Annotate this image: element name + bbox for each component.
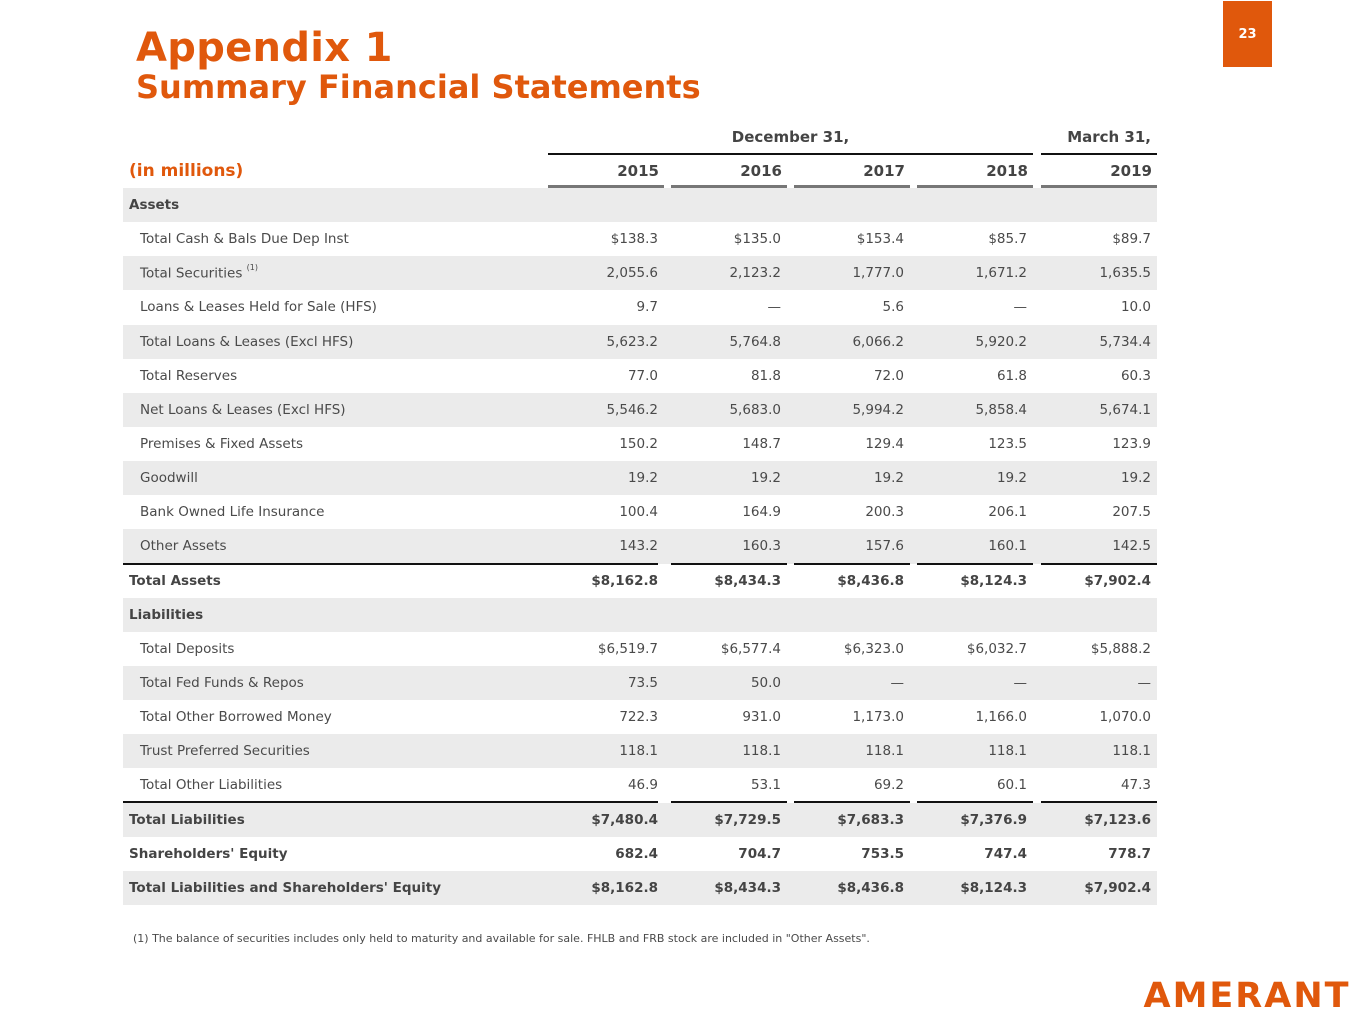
cell-value: 19.2 (873, 470, 904, 487)
cell-value: $6,323.0 (843, 640, 904, 657)
row-label-text: Liabilities (129, 606, 204, 623)
year-header: 2019 (1110, 162, 1152, 180)
table-row (123, 666, 1157, 700)
cell-value: 1,166.0 (975, 709, 1027, 726)
cell-value: 60.1 (996, 777, 1027, 794)
total-rule (671, 563, 787, 565)
row-label (140, 743, 310, 759)
cell-value: 118.1 (865, 743, 904, 760)
cell-value: 157.6 (865, 538, 904, 555)
cell-value: 19.2 (1120, 470, 1151, 487)
page-subtitle: Summary Financial Statements (136, 68, 701, 106)
total-row (123, 837, 1157, 871)
cell-value: $6,519.7 (597, 640, 658, 657)
row-label-text: Total Reserves (140, 367, 238, 384)
total-rule (794, 563, 910, 565)
cell-value: $8,124.3 (960, 572, 1027, 589)
row-label-text: Bank Owned Life Insurance (140, 504, 325, 521)
table-row (123, 427, 1157, 461)
cell-value: $8,436.8 (837, 572, 904, 589)
total-rule (671, 801, 787, 803)
row-label (129, 197, 179, 213)
cell-value: — (767, 299, 781, 316)
table-row (123, 256, 1157, 290)
cell-value: 5,858.4 (975, 401, 1027, 418)
cell-value: 118.1 (988, 743, 1027, 760)
cell-value: 164.9 (742, 504, 781, 521)
table-row (123, 461, 1157, 495)
cell-value: 142.5 (1112, 538, 1151, 555)
page-number-badge: 23 (1223, 1, 1272, 67)
cell-value: 1,173.0 (852, 709, 904, 726)
total-rule (1041, 563, 1157, 565)
cell-value: 200.3 (865, 504, 904, 521)
year-header: 2017 (863, 162, 905, 180)
cell-value: $135.0 (733, 231, 781, 248)
cell-value: $7,683.3 (837, 811, 904, 828)
row-label-text: Goodwill (140, 470, 198, 487)
cell-value: 747.4 (984, 845, 1027, 862)
row-label-text: Total Deposits (140, 640, 235, 657)
cell-value: 6,066.2 (852, 333, 904, 350)
row-label (140, 402, 346, 418)
cell-value: 207.5 (1112, 504, 1151, 521)
cell-value: 123.5 (988, 436, 1027, 453)
year-header: 2016 (740, 162, 782, 180)
row-label (129, 846, 288, 862)
year-header: 2018 (986, 162, 1028, 180)
cell-value: $7,902.4 (1084, 572, 1151, 589)
total-rule (123, 563, 658, 565)
total-rule (917, 801, 1033, 803)
cell-value: 160.1 (988, 538, 1027, 555)
cell-value: $89.7 (1112, 231, 1151, 248)
cell-value: 5,623.2 (606, 333, 658, 350)
cell-value: $153.4 (856, 231, 904, 248)
table-row (123, 632, 1157, 666)
cell-value: 778.7 (1108, 845, 1151, 862)
table-row (123, 359, 1157, 393)
total-rule (917, 563, 1033, 565)
cell-value: 19.2 (627, 470, 658, 487)
row-label (140, 709, 332, 725)
table-row (123, 768, 1157, 802)
financial-table (123, 188, 1157, 905)
row-label (140, 265, 258, 282)
row-label-text: Total Cash & Bals Due Dep Inst (140, 231, 349, 248)
cell-value: 69.2 (873, 777, 904, 794)
footnote: (1) The balance of securities includes only held to maturity and available for sale. FHLB and FRB stock are included in "Other Assets". (133, 932, 870, 945)
page-title: Appendix 1 (136, 25, 393, 71)
cell-value: $85.7 (988, 231, 1027, 248)
cell-value: 50.0 (750, 675, 781, 692)
cell-value: 53.1 (750, 777, 781, 794)
cell-value: 72.0 (873, 367, 904, 384)
cell-value: $138.3 (610, 231, 658, 248)
row-label (140, 504, 324, 520)
cell-value: $7,376.9 (960, 811, 1027, 828)
cell-value: 148.7 (742, 436, 781, 453)
row-label-text: Shareholders' Equity (129, 845, 288, 862)
cell-value: 19.2 (996, 470, 1027, 487)
cell-value: $6,032.7 (966, 640, 1027, 657)
cell-value: 1,777.0 (852, 265, 904, 282)
row-label (129, 607, 203, 623)
row-label (140, 368, 237, 384)
table-row (123, 734, 1157, 768)
cell-value: $7,480.4 (591, 811, 658, 828)
row-label (140, 777, 282, 793)
column-group-march: March 31, (1067, 128, 1151, 146)
cell-value: — (1137, 675, 1151, 692)
cell-value: 143.2 (619, 538, 658, 555)
cell-value: 5,683.0 (729, 401, 781, 418)
total-rule (123, 801, 658, 803)
cell-value: 10.0 (1120, 299, 1151, 316)
row-label (129, 880, 441, 896)
cell-value: $8,162.8 (591, 879, 658, 896)
cell-value: 150.2 (619, 436, 658, 453)
section-header-row (123, 598, 1157, 632)
cell-value: 1,070.0 (1099, 709, 1151, 726)
row-label (140, 334, 353, 350)
cell-value: 704.7 (738, 845, 781, 862)
cell-value: $7,123.6 (1084, 811, 1151, 828)
cell-value: 123.9 (1112, 436, 1151, 453)
cell-value: $8,162.8 (591, 572, 658, 589)
table-row (123, 222, 1157, 256)
cell-value: 46.9 (627, 777, 658, 794)
cell-value: $8,436.8 (837, 879, 904, 896)
row-label-text: Net Loans & Leases (Excl HFS) (140, 401, 346, 418)
cell-value: 682.4 (615, 845, 658, 862)
column-group-december: December 31, (731, 128, 850, 146)
cell-value: 5.6 (882, 299, 904, 316)
cell-value: 118.1 (1112, 743, 1151, 760)
total-row (123, 564, 1157, 598)
table-row (123, 495, 1157, 529)
row-label-text: Total Securities (140, 265, 243, 282)
row-label (129, 573, 221, 589)
cell-value: $8,434.3 (714, 572, 781, 589)
cell-value: — (1013, 675, 1027, 692)
cell-value: 5,734.4 (1099, 333, 1151, 350)
row-label-text: Trust Preferred Securities (140, 743, 310, 760)
total-rule (794, 801, 910, 803)
cell-value: 5,920.2 (975, 333, 1027, 350)
row-label-text: Loans & Leases Held for Sale (HFS) (140, 299, 377, 316)
cell-value: 2,055.6 (606, 265, 658, 282)
cell-value: 5,764.8 (729, 333, 781, 350)
footnote-reference: (1) (246, 263, 258, 273)
amerant-logo (1136, 976, 1358, 1012)
row-label-text: Other Assets (140, 538, 227, 555)
row-label-text: Total Liabilities (129, 811, 245, 828)
row-label-text: Premises & Fixed Assets (140, 436, 304, 453)
cell-value: 118.1 (619, 743, 658, 760)
row-label-text: Total Other Borrowed Money (140, 709, 332, 726)
cell-value: — (1013, 299, 1027, 316)
row-label (140, 436, 303, 452)
row-label (140, 470, 198, 486)
table-row (123, 529, 1157, 563)
row-label (140, 675, 304, 691)
cell-value: 77.0 (627, 367, 658, 384)
cell-value: 129.4 (865, 436, 904, 453)
cell-value: $7,729.5 (714, 811, 781, 828)
cell-value: 722.3 (619, 709, 658, 726)
row-label-text: Assets (129, 197, 180, 214)
cell-value: 5,674.1 (1099, 401, 1151, 418)
row-label-text: Total Liabilities and Shareholders' Equity (129, 879, 442, 896)
row-label (140, 641, 234, 657)
cell-value: $8,434.3 (714, 879, 781, 896)
cell-value: 753.5 (861, 845, 904, 862)
logo-text: AMERANT (1143, 976, 1351, 1012)
cell-value: 81.8 (750, 367, 781, 384)
cell-value: 47.3 (1120, 777, 1151, 794)
table-row (123, 290, 1157, 324)
cell-value: $8,124.3 (960, 879, 1027, 896)
cell-value: 60.3 (1120, 367, 1151, 384)
cell-value: 73.5 (627, 675, 658, 692)
cell-value: — (890, 675, 904, 692)
row-label-text: Total Loans & Leases (Excl HFS) (140, 333, 354, 350)
cell-value: 1,671.2 (975, 265, 1027, 282)
group-underline-march (1041, 153, 1157, 155)
table-row (123, 393, 1157, 427)
row-label (140, 231, 349, 247)
row-label (140, 538, 227, 554)
row-label (129, 812, 245, 828)
group-underline-december (548, 153, 1033, 155)
row-label-text: Total Other Liabilities (140, 777, 283, 794)
cell-value: 100.4 (619, 504, 658, 521)
row-label-text: Total Fed Funds & Repos (140, 675, 304, 692)
table-row (123, 325, 1157, 359)
cell-value: $6,577.4 (720, 640, 781, 657)
table-row (123, 700, 1157, 734)
cell-value: 5,546.2 (606, 401, 658, 418)
cell-value: 9.7 (636, 299, 658, 316)
cell-value: 2,123.2 (729, 265, 781, 282)
year-header: 2015 (617, 162, 659, 180)
cell-value: 19.2 (750, 470, 781, 487)
cell-value: $7,902.4 (1084, 879, 1151, 896)
section-header-row (123, 188, 1157, 222)
row-label-text: Total Assets (129, 572, 221, 589)
cell-value: 61.8 (996, 367, 1027, 384)
row-label (140, 299, 377, 315)
cell-value: 1,635.5 (1099, 265, 1151, 282)
cell-value: 118.1 (742, 743, 781, 760)
units-label: (in millions) (129, 161, 244, 181)
total-row (123, 803, 1157, 837)
cell-value: 931.0 (742, 709, 781, 726)
cell-value: 5,994.2 (852, 401, 904, 418)
total-row (123, 871, 1157, 905)
cell-value: $5,888.2 (1090, 640, 1151, 657)
total-rule (1041, 801, 1157, 803)
cell-value: 160.3 (742, 538, 781, 555)
cell-value: 206.1 (988, 504, 1027, 521)
